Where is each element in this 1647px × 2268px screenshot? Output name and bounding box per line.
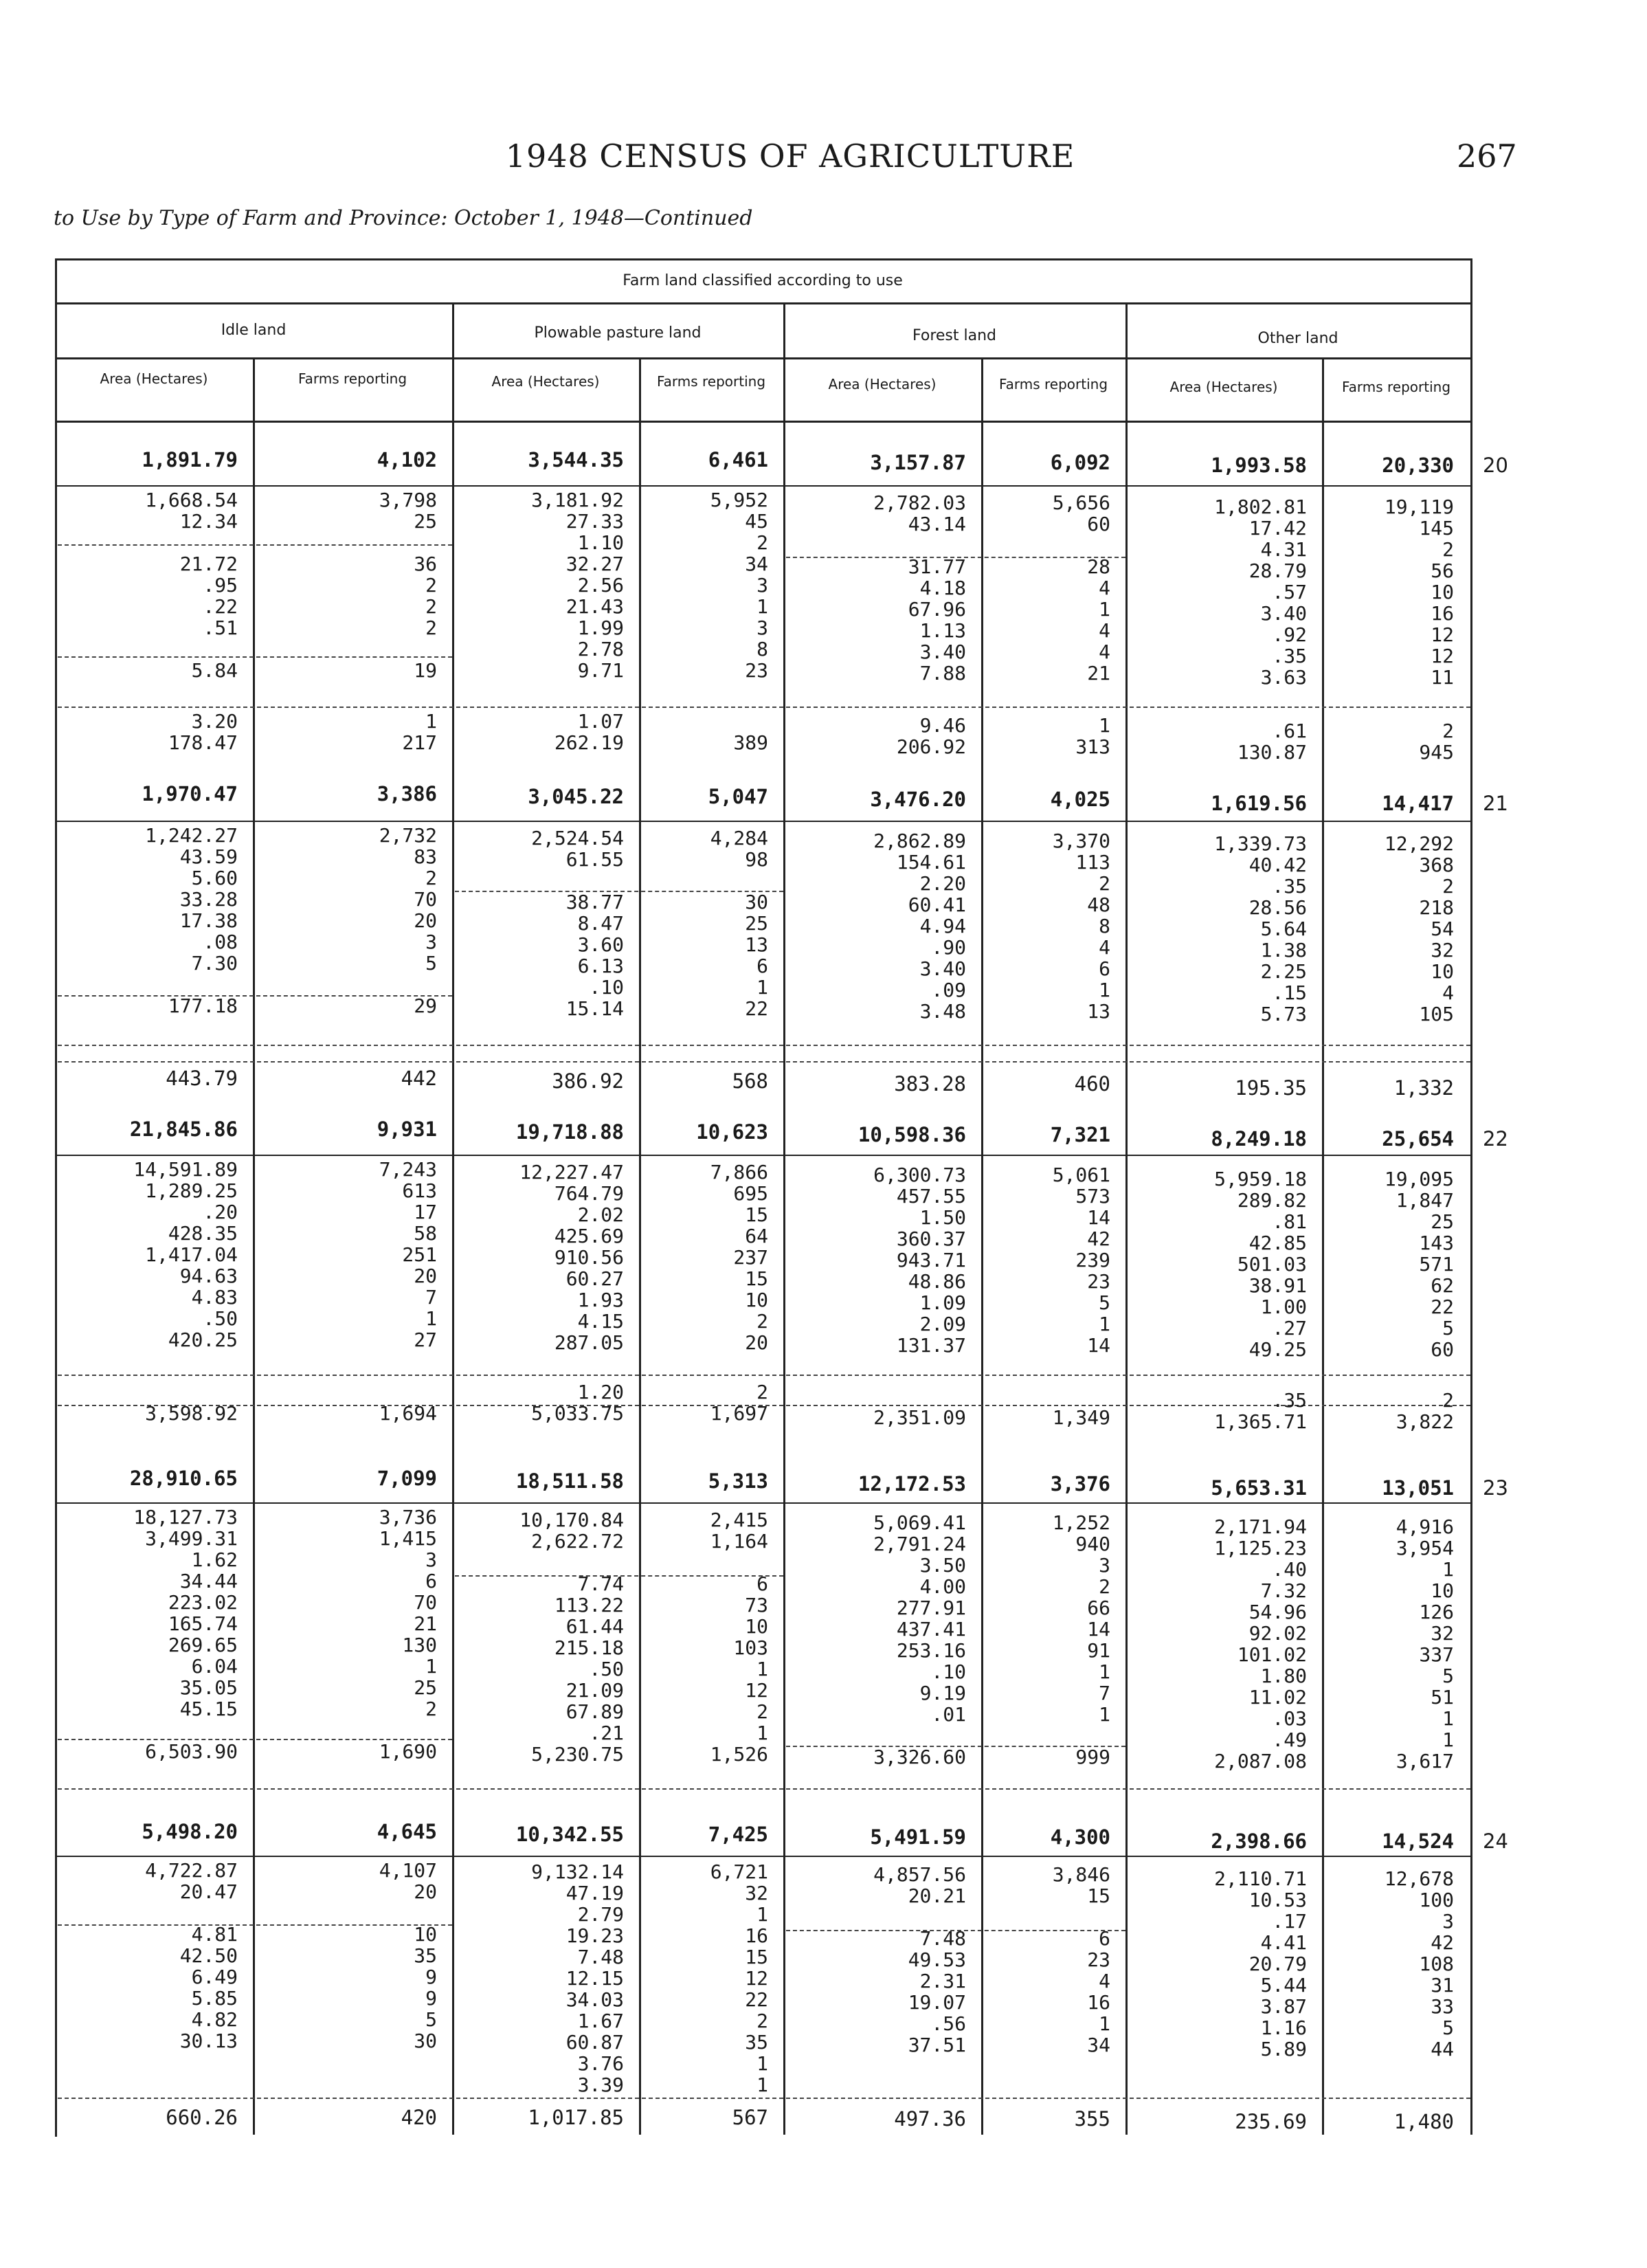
data-column: 5,069.41 2,791.24 3.50 4.00 277.91 437.41 253.16 .10 9.19 .01 3,326.60: [873, 1511, 966, 1768]
data-column: 389: [733, 731, 768, 754]
data-column: 2,351.09: [873, 1406, 966, 1429]
table-right-border: [1470, 258, 1472, 2135]
data-column: 5,952 45 2 34 3 1 3 8 23: [710, 489, 768, 682]
data-column: 1,668.54 12.34 21.72 .95 .22 .51 5.84: [145, 489, 238, 682]
data-column: 5,061 573 14 42 239 23 5 1 14: [1052, 1164, 1110, 1357]
data-column: 3.20 178.47: [168, 710, 238, 754]
section-rule: [55, 1155, 1470, 1156]
data-column: 1.20 5,033.75: [531, 1381, 624, 1425]
subtotal-cell: 420: [401, 2106, 437, 2129]
data-column: 18,127.73 3,499.31 1.62 34.44 223.02 165.74 269.65 6.04 35.05 45.15 6,503.90: [133, 1506, 238, 1763]
column-header-farms: Farms reporting: [656, 373, 766, 390]
total-cell: 5,498.20: [142, 1820, 238, 1843]
data-column: 6,300.73 457.55 1.50 360.37 943.71 48.86 1.09 2.09 131.37: [873, 1164, 966, 1357]
data-column: .35 1,365.71: [1214, 1389, 1307, 1433]
data-column: 2,415 1,164 6 73 10 103 1 12 2 1 1,526: [710, 1509, 768, 1766]
dashed-rule: [455, 891, 783, 892]
total-cell: 2,398.66: [1211, 1830, 1307, 1853]
table-subtitle: to Use by Type of Farm and Province: October 1, 1948—Continued: [54, 206, 753, 230]
dashed-rule: [786, 1746, 1125, 1747]
total-cell: 5,653.31: [1211, 1476, 1307, 1500]
total-cell: 3,157.87: [870, 451, 966, 474]
dashed-rule: [58, 1375, 1470, 1376]
column-divider: [981, 357, 983, 2135]
column-header-farms: Farms reporting: [298, 370, 407, 387]
dashed-rule: [58, 544, 452, 546]
row-number: 24: [1483, 1830, 1508, 1853]
data-column: 19,095 1,847 25 143 571 62 22 5 60: [1384, 1168, 1454, 1361]
dashed-rule: [786, 1930, 1125, 1931]
data-column: 9,132.14 47.19 2.79 19.23 7.48 12.15 34.03 1.67 60.87 3.76 3.39: [531, 1860, 624, 2096]
section-rule: [55, 1502, 1470, 1504]
data-column: 3,798 25 36 2 2 2 19: [379, 489, 437, 682]
dashed-rule: [58, 1924, 452, 1926]
subtotal-cell: 1,332: [1393, 1076, 1454, 1100]
column-header-rule: [55, 421, 1470, 423]
data-column: 1,802.81 17.42 4.31 28.79 .57 3.40 .92 .35 3.63: [1214, 496, 1307, 689]
dashed-rule: [786, 557, 1125, 558]
subtotal-cell: 567: [732, 2106, 768, 2129]
data-column: 3,598.92: [145, 1402, 238, 1425]
data-column: 1,242.27 43.59 5.60 33.28 17.38 .08 7.30 177.18: [145, 824, 238, 1017]
subtotal-cell: 442: [401, 1067, 437, 1090]
total-cell: 7,099: [377, 1467, 437, 1490]
total-cell: 1,619.56: [1211, 792, 1307, 815]
total-cell: 3,476.20: [870, 788, 966, 811]
data-column: 4,857.56 20.21 7.48 49.53 2.31 19.07 .56 37.51: [873, 1863, 966, 2056]
total-cell: 13,051: [1382, 1476, 1454, 1500]
total-cell: 10,598.36: [858, 1123, 966, 1146]
column-divider: [639, 357, 641, 2135]
total-cell: 18,511.58: [515, 1469, 624, 1493]
data-column: 4,722.87 20.47 4.81 42.50 6.49 5.85 4.82 30.13: [145, 1859, 238, 2052]
column-header-area: Area (Hectares): [828, 376, 937, 392]
column-header-area: Area (Hectares): [1169, 379, 1278, 395]
category-header-idle-land: Idle land: [221, 322, 287, 339]
total-cell: 3,386: [377, 782, 437, 805]
column-header-area: Area (Hectares): [491, 373, 600, 390]
group-header-rule: [55, 302, 1470, 304]
total-cell: 1,993.58: [1211, 454, 1307, 477]
column-header-farms: Farms reporting: [998, 376, 1108, 392]
total-cell: 4,645: [377, 1820, 437, 1843]
category-header-rule: [55, 357, 1470, 359]
total-cell: 5,047: [708, 785, 768, 808]
total-cell: 3,544.35: [528, 448, 624, 471]
total-cell: 9,931: [377, 1118, 437, 1141]
dashed-rule: [58, 1061, 1470, 1063]
category-header-plowable-pasture: Plowable pasture land: [534, 324, 702, 342]
data-column: 10,170.84 2,622.72 7.74 113.22 61.44 215.18 .50 21.09 67.89 .21 5,230.75: [519, 1509, 624, 1766]
dashed-rule: [58, 707, 1470, 708]
data-column: 2,782.03 43.14 31.77 4.18 67.96 1.13 3.40 7.88: [873, 491, 966, 685]
category-header-forest-land: Forest land: [912, 327, 996, 344]
data-column: 3,846 15 6 23 4 16 1 34: [1052, 1863, 1110, 2056]
subtotal-cell: 1,480: [1393, 2110, 1454, 2133]
dashed-rule: [58, 995, 452, 997]
subtotal-cell: 383.28: [894, 1072, 966, 1096]
data-column: 2 1,697: [710, 1381, 768, 1425]
column-header-farms: Farms reporting: [1341, 379, 1451, 395]
data-column: 7,866 695 15 64 237 15 10 2 20: [710, 1161, 768, 1354]
section-rule: [55, 485, 1470, 487]
subtotal-cell: 568: [732, 1069, 768, 1093]
dashed-rule: [58, 1045, 1470, 1046]
data-column: 9.46 206.92: [896, 714, 966, 758]
dashed-rule: [58, 656, 452, 658]
row-number: 23: [1483, 1476, 1508, 1500]
total-cell: 4,102: [377, 448, 437, 471]
data-column: 7,243 613 17 58 251 20 7 1 27: [379, 1158, 437, 1351]
dashed-rule: [58, 2098, 1470, 2099]
group-header: Farm land classified according to use: [623, 272, 903, 289]
page-number: 267: [1457, 137, 1517, 175]
data-column: 1 313: [1075, 714, 1110, 758]
total-cell: 7,321: [1050, 1123, 1110, 1146]
data-column: 4,284 98 30 25 13 6 1 22: [710, 827, 768, 1020]
data-column: 1 217: [402, 710, 437, 754]
data-column: .61 130.87: [1237, 720, 1307, 764]
data-column: 1,252 940 3 2 66 14 91 1 7 1 999: [1052, 1511, 1110, 1768]
subtotal-cell: 195.35: [1235, 1076, 1307, 1100]
subtotal-cell: 355: [1074, 2107, 1110, 2131]
subtotal-cell: 660.26: [166, 2106, 238, 2129]
data-column: 2,862.89 154.61 2.20 60.41 4.94 .90 3.40 .09 3.48: [873, 830, 966, 1023]
total-cell: 21,845.86: [129, 1118, 238, 1141]
data-column: 4,916 3,954 1 10 126 32 337 5 51 1 1 3,617: [1396, 1515, 1454, 1772]
total-cell: 5,313: [708, 1469, 768, 1493]
section-rule: [55, 821, 1470, 822]
subtotal-cell: 497.36: [894, 2107, 966, 2131]
total-cell: 1,970.47: [142, 782, 238, 805]
total-cell: 14,524: [1382, 1830, 1454, 1853]
data-column: 2 945: [1419, 720, 1454, 764]
total-cell: 5,491.59: [870, 1825, 966, 1849]
data-column: 5,959.18 289.82 .81 42.85 501.03 38.91 1.00 .27 49.25: [1214, 1168, 1307, 1361]
data-column: 1,349: [1052, 1406, 1110, 1429]
data-column: 19,119 145 2 56 10 16 12 12 11: [1384, 496, 1454, 689]
total-cell: 12,172.53: [858, 1472, 966, 1496]
data-column: 2,110.71 10.53 .17 4.41 20.79 5.44 3.87 1.16 5.89: [1214, 1867, 1307, 2060]
column-divider: [783, 302, 785, 2135]
data-column: 4,107 20 10 35 9 9 5 30: [379, 1859, 437, 2052]
dashed-rule: [58, 1788, 1470, 1790]
row-number: 21: [1483, 792, 1508, 815]
total-cell: 14,417: [1382, 792, 1454, 815]
data-column: 6,721 32 1 16 15 12 22 2 35 1 1: [710, 1860, 768, 2096]
total-cell: 25,654: [1382, 1127, 1454, 1150]
data-column: 12,678 100 3 42 108 31 33 5 44: [1384, 1867, 1454, 2060]
total-cell: 19,718.88: [515, 1120, 624, 1144]
column-divider: [452, 302, 454, 2135]
total-cell: 7,425: [708, 1823, 768, 1846]
column-header-area: Area (Hectares): [100, 370, 208, 387]
subtotal-cell: 460: [1074, 1072, 1110, 1096]
data-column: 3,181.92 27.33 1.10 32.27 2.56 21.43 1.99 2.78 9.71: [531, 489, 624, 682]
data-column: 12,227.47 764.79 2.02 425.69 910.56 60.27 1.93 4.15 287.05: [519, 1161, 624, 1354]
total-cell: 6,092: [1050, 451, 1110, 474]
category-header-other-land: Other land: [1257, 330, 1338, 347]
dashed-rule: [455, 1575, 783, 1577]
total-cell: 4,025: [1050, 788, 1110, 811]
data-column: 1,339.73 40.42 .35 28.56 5.64 1.38 2.25 .15 5.73: [1214, 832, 1307, 1025]
data-column: 2,524.54 61.55 38.77 8.47 3.60 6.13 .10 15.14: [531, 827, 624, 1020]
data-column: 1,694: [379, 1402, 437, 1425]
data-column: 2,171.94 1,125.23 .40 7.32 54.96 92.02 101.02 1.80 11.02 .03 .49 2,087.08: [1214, 1515, 1307, 1772]
total-cell: 6,461: [708, 448, 768, 471]
page-title: 1948 CENSUS OF AGRICULTURE: [505, 137, 1075, 175]
total-cell: 4,300: [1050, 1825, 1110, 1849]
row-number: 20: [1483, 454, 1508, 477]
data-column: 3,370 113 2 48 8 4 6 1 13: [1052, 830, 1110, 1023]
total-cell: 20,330: [1382, 454, 1454, 477]
row-number: 22: [1483, 1127, 1508, 1150]
total-cell: 10,623: [696, 1120, 768, 1144]
data-column: 2,732 83 2 70 20 3 5 29: [379, 824, 437, 1017]
section-rule: [55, 1856, 1470, 1857]
column-divider: [1125, 302, 1128, 2135]
dashed-rule: [58, 1739, 452, 1740]
data-column: 12,292 368 2 218 54 32 10 4 105: [1384, 832, 1454, 1025]
total-cell: 3,376: [1050, 1472, 1110, 1496]
data-column: 3,736 1,415 3 6 70 21 130 1 25 2 1,690: [379, 1506, 437, 1763]
data-column: 14,591.89 1,289.25 .20 428.35 1,417.04 94.63 4.83 .50 420.25: [133, 1158, 238, 1351]
column-divider: [253, 357, 255, 2135]
total-cell: 10,342.55: [515, 1823, 624, 1846]
total-cell: 3,045.22: [528, 785, 624, 808]
subtotal-cell: 235.69: [1235, 2110, 1307, 2133]
column-divider: [1322, 357, 1324, 2135]
subtotal-cell: 443.79: [166, 1067, 238, 1090]
subtotal-cell: 1,017.85: [528, 2106, 624, 2129]
subtotal-cell: 386.92: [552, 1069, 624, 1093]
total-cell: 8,249.18: [1211, 1127, 1307, 1150]
data-column: 1.07 262.19: [554, 710, 624, 754]
total-cell: 28,910.65: [129, 1467, 238, 1490]
total-cell: 1,891.79: [142, 448, 238, 471]
data-column: 5,656 60 28 4 1 4 4 21: [1052, 491, 1110, 685]
data-column: 2 3,822: [1396, 1389, 1454, 1433]
